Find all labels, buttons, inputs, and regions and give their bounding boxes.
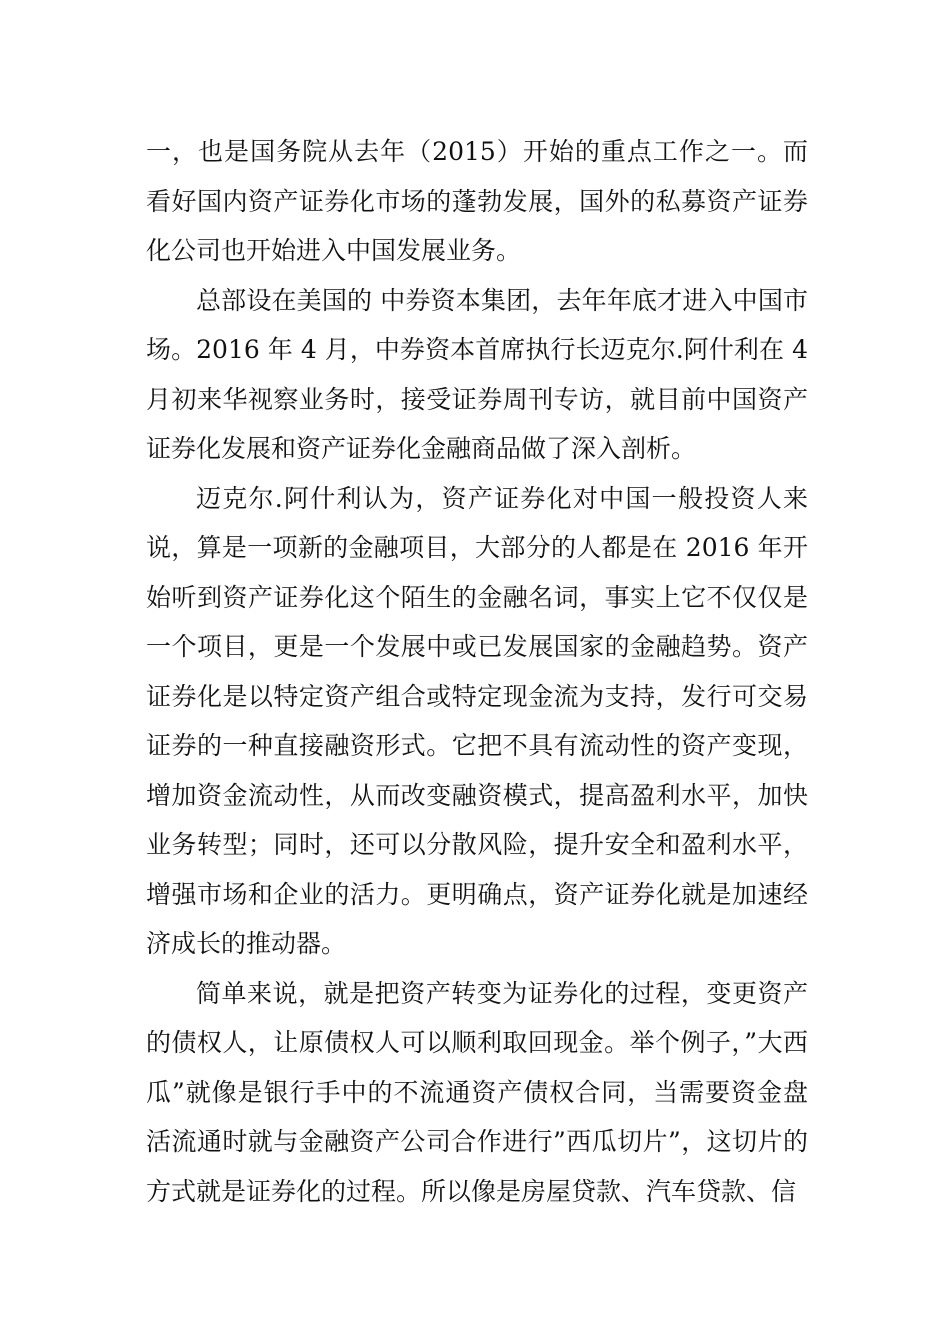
paragraph-continuation: 一，也是国务院从去年（2015）开始的重点工作之一。而看好国内资产证券化市场的蓬勃发展，国外的私募资产证券化公司也开始进入中国发展业务。: [146, 137, 808, 265]
paragraph-simple-explanation: 简单来说，就是把资产转变为证券化的过程，变更资产的债权人，让原债权人可以顺利取回现金。举个例子，”大西瓜”就像是银行手中的不流通资产债权合同，当需要资金盘活流通时就与金融资产公司合作进行”西瓜切片”，这切片的方式就是证券化的过程。所以像是房屋贷款、汽车贷款、信: [146, 978, 808, 1206]
document-body: [146, 127, 808, 1216]
paragraph-ashley-view: 迈克尔.阿什利认为，资产证券化对中国一般投资人来说，算是一项新的金融项目，大部分的人都是在 2016 年开始听到资产证券化这个陌生的金融名词，事实上它不仅仅是一个项目，更是一个发展中或已发展国家的金融趋势。资产证券化是以特定资产组合或特定现金流为支持，发行可交易证券的一种直接融资形式。它把不具有流动性的资产变现，增加资金流动性，从而改变融资模式，提高盈利水平，加快业务转型；同时，还可以分散风险，提升安全和盈利水平，增强市场和企业的活力。更明确点，资产证券化就是加速经济成长的推动器。: [146, 483, 808, 958]
paragraph-company-intro: 总部设在美国的 中券资本集团，去年年底才进入中国市场。2016 年 4 月，中券资本首席执行长迈克尔.阿什利在 4 月初来华视察业务时，接受证券周刊专访，就目前中国资产证券化发展和资产证券化金融商品做了深入剖析。: [146, 285, 808, 463]
